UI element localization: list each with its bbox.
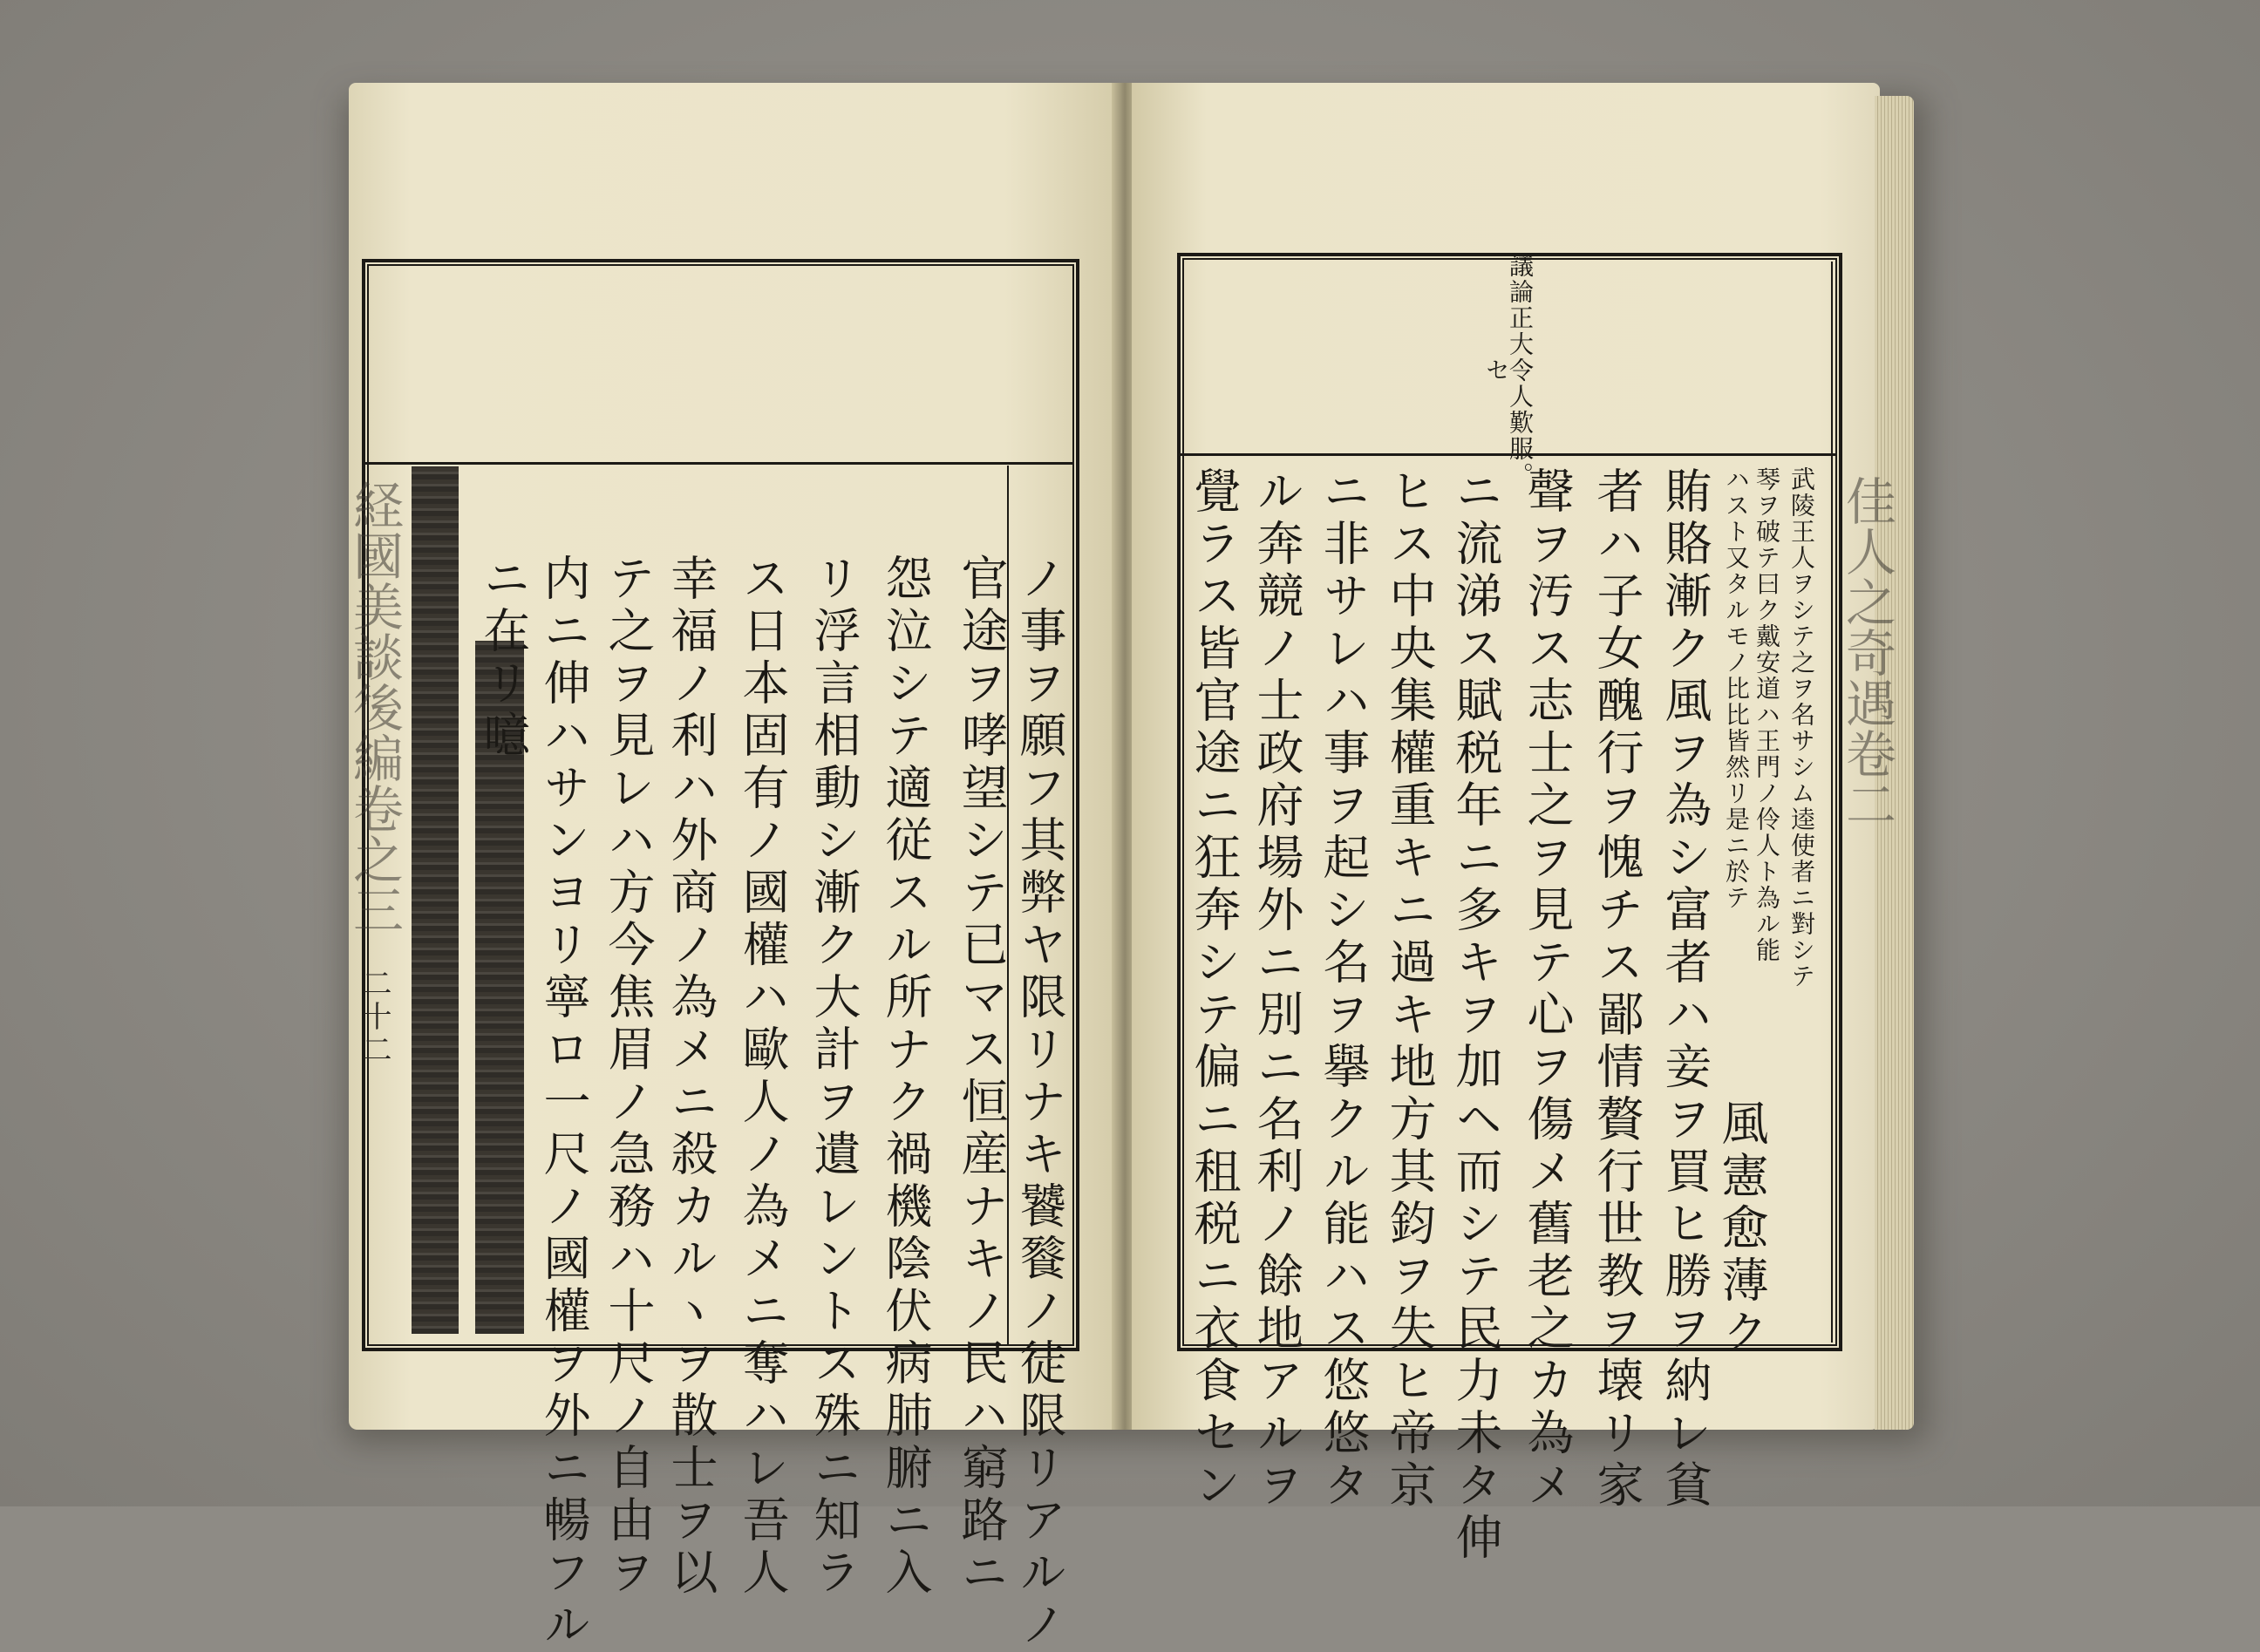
right-headnote: 議論正大令人歎服。 [1506, 253, 1535, 488]
right-small-column-1: 武陵王人ヲシテ之ヲ名サシム逵使者ニ對シテ [1787, 466, 1816, 989]
right-small-column-tail: 風憲愈薄ク [1714, 1098, 1769, 1360]
left-text-column-6: 幸福ノ利ハ外商ノ為メニ殺カルヽヲ散士ヲ以 [664, 554, 718, 1600]
right-text-column-2: 者ハ子女醜行ヲ愧チス鄙情贅行世教ヲ壊リ家 [1589, 466, 1644, 1513]
left-folio-number: 二十二 [357, 968, 391, 1067]
left-text-column-5: ス日本固有ノ國權ハ歐人ノ為メニ奪ハレ吾人 [735, 554, 790, 1600]
left-text-column-3: 怨泣シテ適従スル所ナク禍機陰伏病肺腑ニ入 [878, 554, 933, 1600]
right-small-column-3: ハスト又タルモノ比比皆然リ是ニ於テ [1722, 466, 1751, 911]
right-text-column-3: 聲ヲ汚ス志士之ヲ見テ心ヲ傷メ舊老之カ為メ [1520, 466, 1575, 1513]
left-text-column-9: ニ在リ噫 [476, 554, 531, 763]
right-small-column-2: 琴ヲ破テ曰ク戴安道ハ王門ノ伶人ト為ル能 [1753, 466, 1781, 963]
right-text-column-8: 覺ラス皆官途ニ狂奔シテ偏ニ租税ニ衣食セン [1187, 466, 1242, 1513]
left-text-column-8: 内ニ伸ハサンヨリ寧ロ一尺ノ國權ヲ外ニ暢フル [536, 554, 591, 1652]
right-text-column-5: ヒス中央集權重キニ過キ地方其鈞ヲ失ヒ帝京 [1382, 466, 1437, 1513]
left-text-column-7: テ之ヲ見レハ方今焦眉ノ急務ハ十尺ノ自由ヲ [601, 554, 656, 1600]
left-dark-band-outer [412, 466, 459, 1334]
left-text-column-1: ノ事ヲ願フ其弊ヤ限リナキ饕餮ノ徒限リアルノ [1012, 554, 1067, 1652]
right-headnote-mark: セ [1482, 357, 1511, 384]
right-text-column-4: ニ流涕ス賦税年ニ多キヲ加ヘ而シテ民力未タ伸 [1448, 466, 1503, 1565]
right-margin-title: 佳人之奇遇卷二 [1837, 475, 1896, 829]
right-column-rule [1831, 262, 1833, 1343]
right-text-column-6: ニ非サレハ事ヲ起シ名ヲ擧クル能ハス悠悠タ [1316, 466, 1371, 1513]
left-text-column-4: リ浮言相動シ漸ク大計ヲ遺レントス殊ニ知ラ [807, 554, 861, 1600]
left-header-rule [365, 462, 1072, 465]
right-text-column-7: ル奔競ノ士政府場外ニ別ニ名利ノ餘地アルヲ [1249, 466, 1304, 1513]
right-text-column-1: 賄賂漸ク風ヲ為シ富者ハ妾ヲ買ヒ勝ヲ納レ貧 [1658, 466, 1712, 1513]
left-margin-title: 経國美談後編卷之三 [344, 479, 404, 935]
left-text-column-2: 官途ヲ哮望シテ已マス恒産ナキノ民ハ窮路ニ [954, 554, 1009, 1600]
